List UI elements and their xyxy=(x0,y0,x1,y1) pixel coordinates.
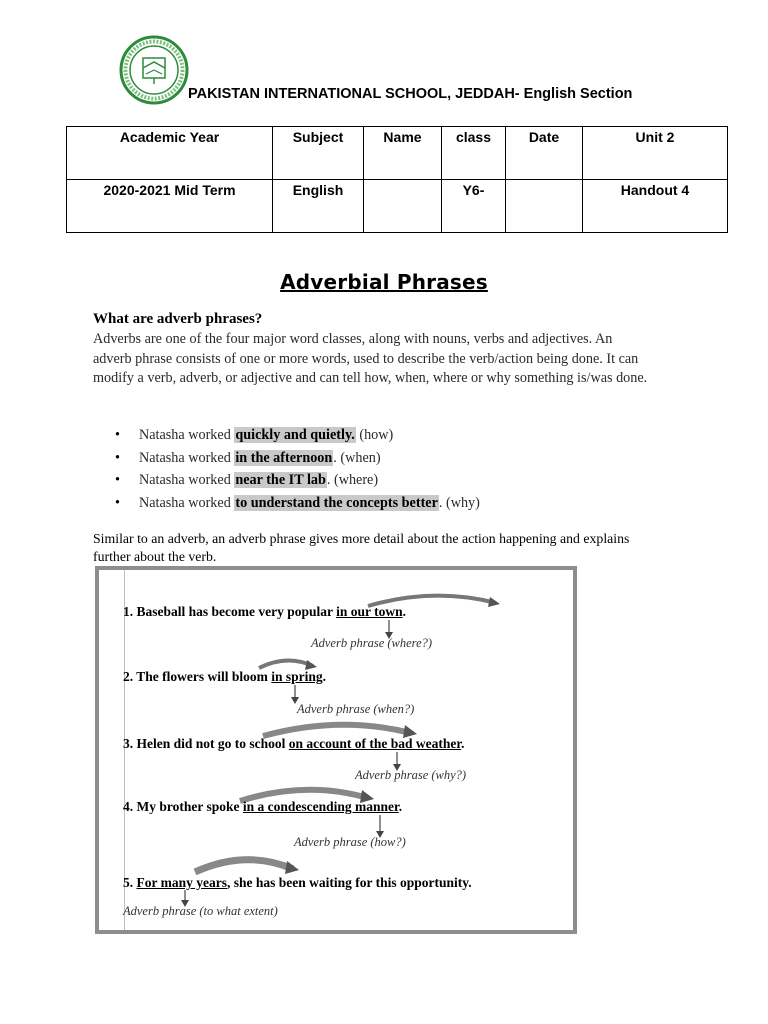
example-phrase: quickly and quietly. xyxy=(235,427,355,443)
figure-label-3: Adverb phrase (why?) xyxy=(355,768,467,782)
figure-sentence-3: 3. Helen did not go to school on account of the bad weather. xyxy=(123,736,465,751)
figure-label-5: Adverb phrase (to what extent) xyxy=(123,904,278,918)
info-table xyxy=(66,126,728,233)
example-suffix: (how) xyxy=(355,427,394,443)
example-phrase: near the IT lab xyxy=(235,472,326,488)
info-table-value-row xyxy=(67,180,728,233)
figure-sentence-4: 4. My brother spoke in a condescending manner. xyxy=(123,799,403,814)
info-table-header-row xyxy=(67,127,728,180)
figure-sentence-5: 5. For many years, she has been waiting for this opportunity. xyxy=(123,875,472,890)
section-heading: What are adverb phrases? xyxy=(93,311,263,327)
example-item xyxy=(93,470,480,493)
similar-paragraph: Similar to an adverb, an adverb phrase gives more detail about the action happening and explains further about the verb. xyxy=(93,531,630,564)
value-handout: Handout 4 xyxy=(583,180,728,233)
figure-label-1: Adverb phrase (where?) xyxy=(311,636,433,650)
intro-paragraph: Adverbs are one of the four major word classes, along with nouns, verbs and adjectives. An adverb phrase consists of one or more words, used to describe the verb/action being done. It can modify a verb, adverb, or adjective and can tell how, when, where or why something is/was done. xyxy=(93,331,648,386)
figure-sentence-1: 1. Baseball has become very popular in our town. xyxy=(123,604,407,619)
figure-label-4: Adverb phrase (how?) xyxy=(294,835,406,849)
example-prefix: Natasha worked xyxy=(139,427,235,443)
school-title: PAKISTAN INTERNATIONAL SCHOOL, JEDDAH- English Section xyxy=(188,86,633,102)
example-prefix: Natasha worked xyxy=(139,472,235,488)
value-subject: English xyxy=(273,180,364,233)
curved-arrow-icon xyxy=(191,855,301,875)
example-item xyxy=(93,493,480,516)
school-logo xyxy=(118,34,190,106)
header-subject: Subject xyxy=(273,127,364,180)
header-name: Name xyxy=(364,127,442,180)
examples-list xyxy=(93,425,480,515)
example-phrase: in the afternoon xyxy=(235,449,333,466)
example-prefix: Natasha worked xyxy=(139,449,235,466)
value-date xyxy=(506,180,583,233)
example-item xyxy=(93,448,480,471)
figure-label-2: Adverb phrase (when?) xyxy=(297,702,415,716)
example-suffix: . (where) xyxy=(326,472,379,488)
header-class: class xyxy=(442,127,506,180)
example-prefix: Natasha worked xyxy=(139,494,235,511)
example-item xyxy=(93,425,480,448)
header-academic-year: Academic Year xyxy=(67,127,273,180)
value-name xyxy=(364,180,442,233)
page-title: Adverbial Phrases xyxy=(280,270,488,294)
value-academic-year: 2020-2021 Mid Term xyxy=(67,180,273,233)
value-class: Y6- xyxy=(442,180,506,233)
figure-sentence-2: 2. The flowers will bloom in spring. xyxy=(123,669,327,684)
header-unit: Unit 2 xyxy=(583,127,728,180)
adverb-phrase-figure xyxy=(95,566,577,934)
example-phrase: to understand the concepts better xyxy=(235,494,438,511)
example-suffix: . (when) xyxy=(333,449,381,466)
header-date: Date xyxy=(506,127,583,180)
example-suffix: . (why) xyxy=(438,494,480,511)
